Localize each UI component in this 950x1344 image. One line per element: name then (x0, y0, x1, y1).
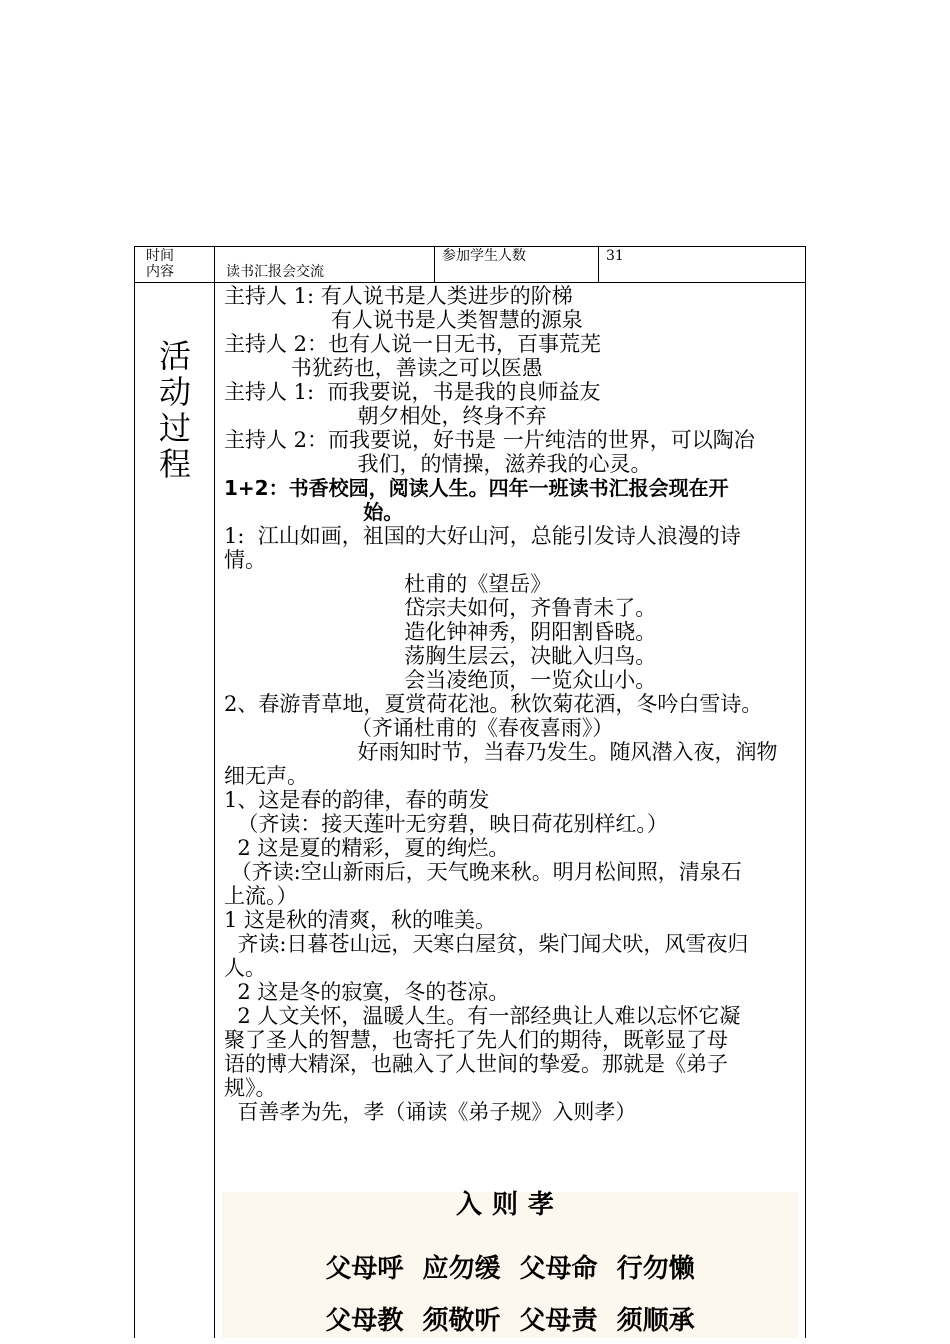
script-line: 人。 (224, 956, 266, 980)
script-line: 百善孝为先，孝（诵读《弟子规》入则孝） (224, 1100, 637, 1124)
header-col-divider-1 (434, 246, 435, 282)
script-line: 造化钟神秀，阴阳割昏晓。 (224, 620, 657, 644)
script-line: （齐读:空山新雨后，天气晚来秋。明月松间照，清泉石 (224, 860, 742, 884)
script-line: 1: 江山如画，祖国的大好山河，总能引发诗人浪漫的诗 (224, 524, 741, 548)
script-line: 有人说书是人类智慧的源泉 (224, 308, 583, 332)
script-line: （齐读：接天莲叶无穷碧，映日荷花别样红。） (224, 812, 668, 836)
script-line: 2 人文关怀，温暖人生。有一部经典让人难以忘怀它凝 (224, 1004, 741, 1028)
excerpt-verse: 父母教 须敬听 父母责 须顺承 (325, 1306, 695, 1336)
script-line: 朝夕相处，终身不弃 (224, 404, 547, 428)
students-label: 参加学生人数 (442, 248, 526, 264)
header-divider (134, 282, 806, 283)
script-line: 书犹药也，善读之可以医愚 (224, 356, 543, 380)
activity-process-label (140, 338, 210, 482)
students-value: 31 (606, 248, 624, 264)
script-line: 细无声。 (224, 764, 308, 788)
script-line: 主持人 1: 有人说书是人类进步的阶梯 (224, 284, 573, 308)
script-line: 1+2：书香校园，阅读人生。四年一班读书汇报会现在开 (224, 476, 729, 500)
script-line: 齐读:日暮苍山远，天寒白屋贫，柴门闻犬吠，风雪夜归 (224, 932, 749, 956)
excerpt-title: 入则孝 (455, 1190, 564, 1220)
script-line: 主持人 2：也有人说一日无书，百事荒芜 (224, 332, 602, 356)
side-char: 活 (158, 337, 191, 375)
activity-script (224, 284, 800, 1124)
script-line: 杜甫的《望岳》 (224, 572, 552, 596)
script-line: （齐诵杜甫的《春夜喜雨》） (224, 716, 614, 740)
script-line: 1 这是秋的清爽，秋的唯美。 (224, 908, 497, 932)
content-label: 内容 (146, 264, 174, 280)
label-column-divider (214, 246, 215, 1338)
content-value: 读书汇报会交流 (226, 264, 324, 280)
script-line: 聚了圣人的智慧，也寄托了先人们的期待，既彰显了母 (224, 1028, 728, 1052)
side-char: 过 (158, 409, 191, 447)
script-line: 语的博大精深，也融入了人世间的挚爱。那就是《弟子 (224, 1052, 728, 1076)
side-char: 程 (158, 445, 191, 483)
script-line: 2 这是冬的寂寞，冬的苍凉。 (224, 980, 510, 1004)
script-line: 会当凌绝顶，一览众山小。 (224, 668, 657, 692)
script-line: 始。 (224, 500, 404, 524)
script-line: 主持人 1: 而我要说，书是我的良师益友 (224, 380, 601, 404)
script-line: 2、春游青草地，夏赏荷花池。秋饮菊花酒，冬吟白雪诗。 (224, 692, 763, 716)
side-char: 动 (158, 373, 191, 411)
script-line: 情。 (224, 548, 266, 572)
script-line: 规》。 (224, 1076, 277, 1100)
header-col-divider-2 (598, 246, 599, 282)
script-line: 岱宗夫如何，齐鲁青未了。 (224, 596, 657, 620)
excerpt-verse: 父母呼 应勿缓 父母命 行勿懒 (325, 1254, 695, 1284)
script-line: 荡胸生层云，决眦入归鸟。 (224, 644, 657, 668)
script-line: 好雨知时节，当春乃发生。随风潜入夜，润物 (224, 740, 778, 764)
dizigui-excerpt (222, 1192, 798, 1338)
script-line: 2 这是夏的精彩，夏的绚烂。 (224, 836, 510, 860)
script-line: 1、这是春的韵律，春的萌发 (224, 788, 490, 812)
script-line: 上流。） (224, 884, 298, 908)
time-label: 时间 (146, 248, 174, 264)
script-line: 我们，的情操，滋养我的心灵。 (224, 452, 652, 476)
script-line: 主持人 2：而我要说，好书是 一片纯洁的世界，可以陶冶 (224, 428, 755, 452)
